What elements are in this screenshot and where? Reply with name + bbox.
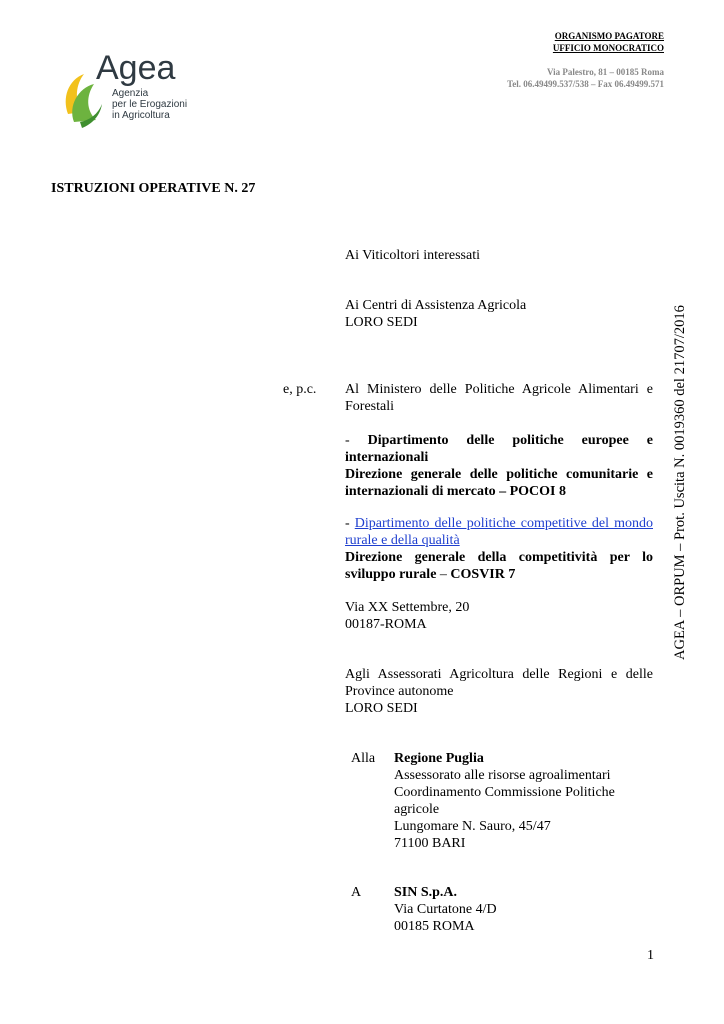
puglia-line: Lungomare N. Sauro, 45/47	[394, 819, 551, 834]
protocol-stamp: AGEA – ORPUM – Prot. Uscita N. 0019360 del 21707/2016	[672, 305, 688, 660]
department-2-code: COSVIR 7	[450, 567, 516, 582]
header-address: Via Palestro, 81 – 00185 Roma	[547, 67, 664, 77]
logo-subtitle	[112, 88, 187, 121]
ministero-cap: 00187-ROMA	[345, 617, 427, 632]
assessorati-sedi: LORO SEDI	[345, 701, 418, 716]
department-1-directorate: Direzione generale delle politiche comunitarie e internazionali di mercato – POCOI 8	[345, 467, 653, 499]
recipient-caa	[345, 297, 653, 331]
recipient-caa-sedi: LORO SEDI	[345, 315, 418, 330]
recipient-ministero: Al Ministero delle Politiche Agricole Alimentari e Forestali	[345, 382, 653, 414]
ministero-address	[345, 599, 653, 633]
puglia-name: Regione Puglia	[394, 751, 484, 766]
header-org: ORGANISMO PAGATORE	[554, 31, 664, 41]
recipient-viticoltori: Ai Viticoltori interessati	[345, 248, 480, 263]
recipient-puglia	[394, 750, 654, 852]
sin-name: SIN S.p.A.	[394, 885, 458, 900]
department-2-directorate: Direzione generale della competitività per lo sviluppo rurale	[345, 550, 653, 582]
department-2-dash-sep: –	[436, 567, 451, 582]
sin-line: 00185 ROMA	[394, 919, 475, 934]
department-1-name: Dipartimento delle politiche europee e internazionali	[345, 433, 653, 465]
page-number: 1	[647, 948, 654, 963]
recipient-caa-line: Ai Centri di Assistenza Agricola	[345, 298, 527, 313]
logo-subtitle-line: per le Erogazioni	[112, 99, 188, 110]
document-title: ISTRUZIONI OPERATIVE N. 27	[51, 181, 256, 196]
header-office: UFFICIO MONOCRATICO	[552, 43, 664, 53]
puglia-prefix: Alla	[351, 751, 376, 766]
ministero-street: Via XX Settembre, 20	[345, 600, 470, 615]
header-phone: Tel. 06.49499.537/538 – Fax 06.49499.571	[507, 79, 664, 89]
recipient-sin	[394, 884, 654, 935]
logo-title: Agea	[96, 49, 176, 87]
department-1-dash: -	[345, 433, 368, 448]
assessorati-text: Agli Assessorati Agricoltura delle Regioni e delle Province autonome	[345, 667, 653, 699]
sin-line: Via Curtatone 4/D	[394, 902, 497, 917]
agea-logo	[58, 48, 198, 128]
recipient-assessorati	[345, 666, 653, 717]
department-2-link[interactable]: Dipartimento delle politiche competitive del mondo rurale e della qualità	[345, 516, 653, 548]
department-1	[345, 432, 653, 500]
epc-label: e, p.c.	[283, 382, 317, 397]
sin-prefix: A	[351, 885, 362, 900]
logo-subtitle-line: Agenzia	[112, 88, 149, 99]
logo-subtitle-line: in Agricoltura	[112, 110, 170, 121]
header-block	[507, 30, 664, 90]
department-2	[345, 515, 653, 583]
puglia-line: Coordinamento Commissione Politiche agricole	[394, 785, 615, 817]
puglia-line: Assessorato alle risorse agroalimentari	[394, 768, 611, 783]
department-2-dash: -	[345, 516, 355, 531]
puglia-line: 71100 BARI	[394, 836, 466, 851]
